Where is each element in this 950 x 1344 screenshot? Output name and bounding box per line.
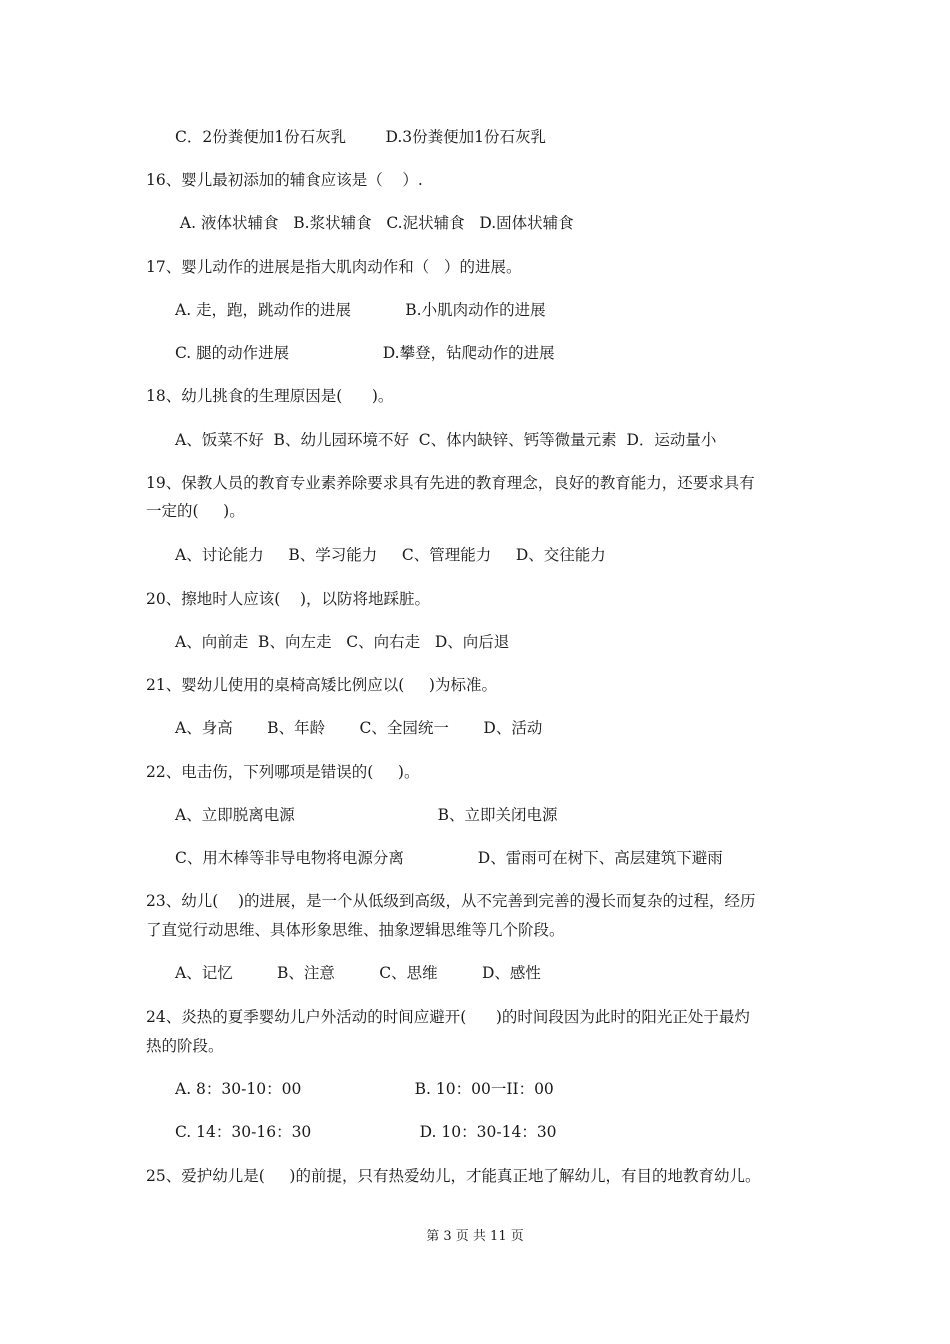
question-18: 18、幼儿挑食的生理原因是( )。 bbox=[146, 387, 394, 405]
question-17: 17、婴儿动作的进展是指大肌肉动作和（ ）的进展。 bbox=[146, 258, 522, 276]
option-line: C. 腿的动作进展 D.攀登，钻爬动作的进展 bbox=[175, 344, 555, 362]
option-line: A、饭菜不好 B、幼儿园环境不好 C、体内缺锌、钙等微量元素 D．运动量小 bbox=[175, 431, 717, 449]
question-19-continued: 一定的( )。 bbox=[146, 502, 245, 520]
question-24: 24、炎热的夏季婴幼儿户外活动的时间应避开( )的时间段因为此时的阳光正处于最灼 bbox=[146, 1008, 750, 1026]
option-line: C、用木棒等非导电物将电源分离 D、雷雨可在树下、高层建筑下避雨 bbox=[175, 849, 723, 867]
option-line: A、向前走 B、向左走 C、向右走 D、向后退 bbox=[175, 633, 510, 651]
option-line: A. 8：30-10：00 B. 10：00一II：00 bbox=[175, 1080, 554, 1098]
question-23: 23、幼儿( )的进展，是一个从低级到高级，从不完善到完善的漫长而复杂的过程，经历 bbox=[146, 892, 756, 910]
option-line: A、讨论能力 B、学习能力 C、管理能力 D、交往能力 bbox=[175, 546, 606, 564]
option-line: A. 走，跑，跳动作的进展 B.小肌肉动作的进展 bbox=[175, 301, 546, 319]
question-22: 22、电击伤，下列哪项是错误的( )。 bbox=[146, 763, 420, 781]
option-line: A、记忆 B、注意 C、思维 D、感性 bbox=[175, 964, 541, 982]
option-line: C．2份粪便加1份石灰乳 D.3份粪便加1份石灰乳 bbox=[175, 128, 547, 146]
option-line: C. 14：30-16：30 D. 10：30-14：30 bbox=[175, 1123, 557, 1141]
question-25: 25、爱护幼儿是( )的前提，只有热爱幼儿，才能真正地了解幼儿，有目的地教育幼儿。 bbox=[146, 1167, 761, 1185]
question-21: 21、婴幼儿使用的桌椅高矮比例应以( )为标准。 bbox=[146, 676, 497, 694]
option-line: A. 液体状辅食 B.浆状辅食 C.泥状辅食 D.固体状辅食 bbox=[175, 214, 574, 232]
option-line: A、身高 B、年龄 C、全园统一 D、活动 bbox=[175, 719, 543, 737]
page-footer: 第 3 页 共 11 页 bbox=[426, 1229, 524, 1244]
question-20: 20、擦地时人应该( )，以防将地踩脏。 bbox=[146, 590, 431, 608]
question-16: 16、婴儿最初添加的辅食应该是（ ）. bbox=[146, 171, 423, 189]
question-24-continued: 热的阶段。 bbox=[146, 1037, 224, 1055]
question-23-continued: 了直觉行动思维、具体形象思维、抽象逻辑思维等几个阶段。 bbox=[146, 921, 565, 939]
question-19: 19、保教人员的教育专业素养除要求具有先进的教育理念，良好的教育能力，还要求具有 bbox=[146, 474, 755, 492]
option-line: A、立即脱离电源 B、立即关闭电源 bbox=[175, 806, 558, 824]
